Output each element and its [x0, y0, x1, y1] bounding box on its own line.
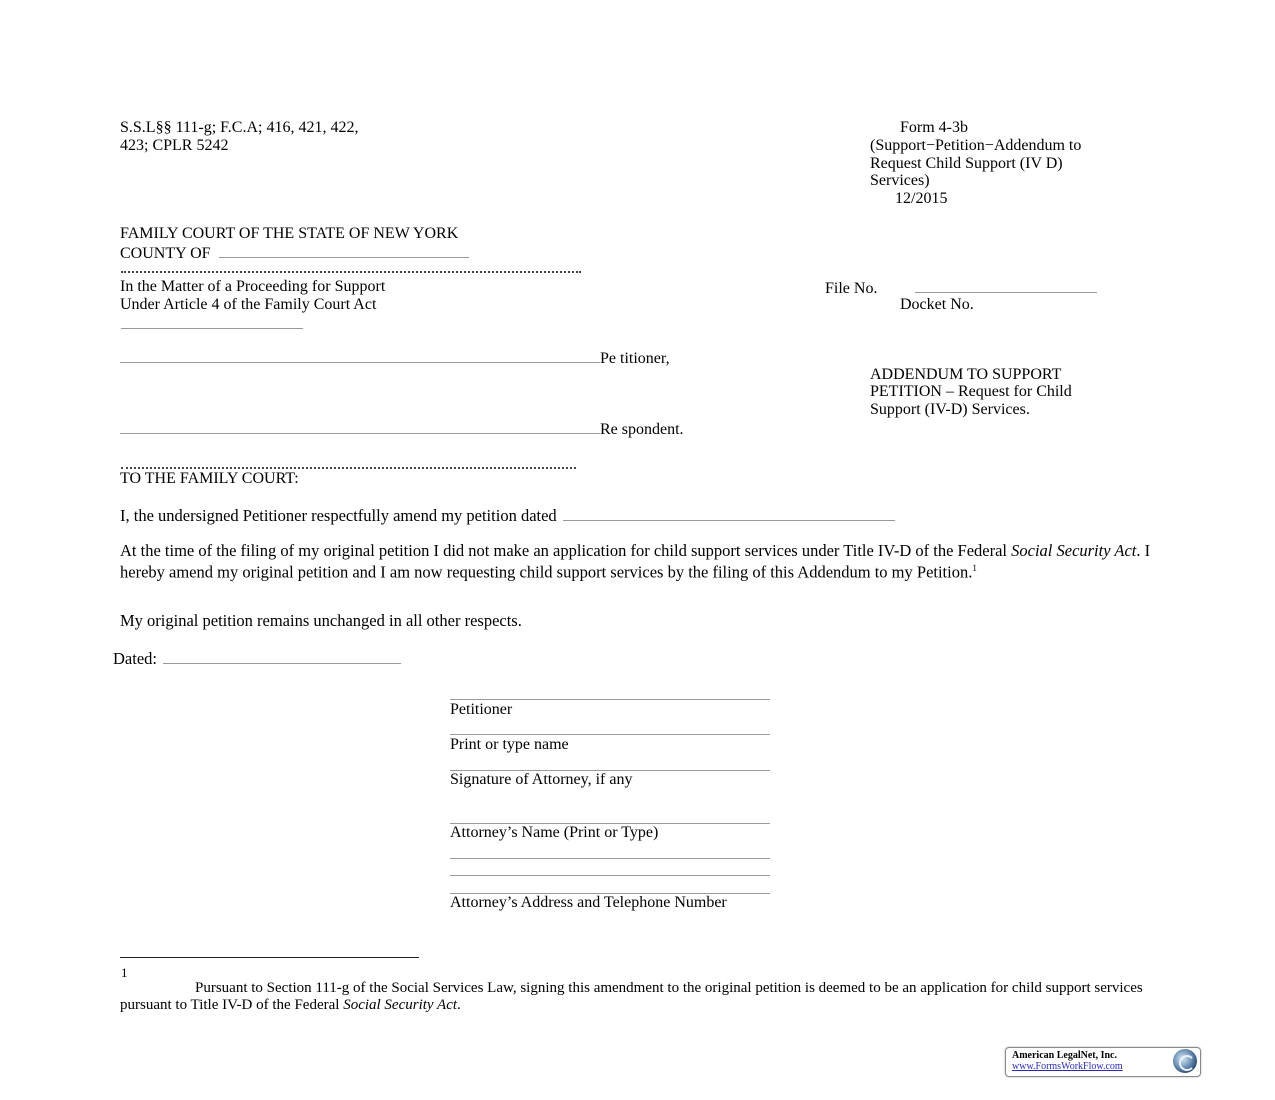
globe-logo-icon [1173, 1049, 1197, 1073]
matter-blank-line [121, 328, 303, 329]
footnote-text-body: Pursuant to Section 111-g of the Social Services Law, signing this amendment to the original petition is deemed to be an application for child support services pursuant to Title IV-D of the Federal [120, 980, 1143, 1013]
statute-reference-line2: 423; CPLR 5242 [120, 137, 229, 154]
file-no-label: File No. [825, 280, 878, 297]
petitioner-label: Pe titioner, [600, 350, 670, 367]
respondent-name-input[interactable] [120, 419, 600, 434]
caption-dotted-divider-top [121, 271, 581, 273]
matter-line2: Under Article 4 of the Family Court Act [120, 296, 377, 313]
form-description-line2: Request Child Support (IV D) [870, 155, 1063, 172]
footnote-text-act: Social Security Act [343, 997, 458, 1013]
dated-label: Dated: [113, 649, 157, 668]
form-description-line1: (Support−Petition−Addendum to [870, 137, 1082, 154]
form-revision-date: 12/2015 [895, 190, 948, 207]
document-title-line3: Support (IV-D) Services. [870, 401, 1030, 418]
american-legalnet-badge[interactable] [1005, 1047, 1201, 1077]
court-title: FAMILY COURT OF THE STATE OF NEW YORK [120, 225, 459, 242]
document-title-line2: PETITION – Request for Child [870, 383, 1072, 400]
county-input[interactable] [219, 243, 469, 258]
footnote-number: 1 [121, 965, 128, 980]
dated-row [113, 649, 401, 668]
branding-url-link[interactable]: www.FormsWorkFlow.com [1012, 1061, 1123, 1072]
form-number: Form 4-3b [900, 119, 968, 136]
paragraph-application-text2: . I hereby amend my original petition and I am now requesting child support services by the filing of this Addendum to my Petition. [120, 541, 1151, 581]
footnote-text-end: . [457, 997, 461, 1013]
docket-no-label: Docket No. [900, 296, 974, 313]
petition-date-input[interactable] [563, 506, 895, 521]
salutation: TO THE FAMILY COURT: [120, 470, 299, 487]
amend-row [120, 506, 895, 525]
footnote-reference[interactable]: 1 [972, 562, 977, 573]
attorney-address-label: Attorney’s Address and Telephone Number [450, 894, 727, 911]
footnote-text [120, 980, 1180, 1014]
attorney-signature-label: Signature of Attorney, if any [450, 771, 633, 788]
attorney-name-label: Attorney’s Name (Print or Type) [450, 824, 659, 841]
print-name-label: Print or type name [450, 736, 569, 753]
footnote-separator [120, 957, 419, 958]
document-title-line1: ADDENDUM TO SUPPORT [870, 366, 1062, 383]
amend-text: I, the undersigned Petitioner respectfully amend my petition dated [120, 506, 557, 525]
respondent-label: Re spondent. [600, 421, 684, 438]
attorney-address-line1[interactable] [450, 858, 770, 859]
file-no-input[interactable] [915, 278, 1097, 293]
dated-input[interactable] [163, 649, 401, 664]
form-description-line3: Services) [870, 172, 930, 189]
county-label: COUNTY OF [120, 245, 211, 262]
petitioner-row [120, 348, 670, 368]
petitioner-signature-label: Petitioner [450, 701, 513, 718]
county-row [120, 243, 469, 263]
petitioner-signature-line[interactable] [450, 699, 770, 700]
print-name-line[interactable] [450, 734, 770, 735]
paragraph-unchanged: My original petition remains unchanged in all other respects. [120, 611, 522, 630]
branding-company: American LegalNet, Inc. [1012, 1050, 1117, 1061]
statute-reference-line1: S.S.L§§ 111-g; F.C.A; 416, 421, 422, [120, 119, 359, 136]
paragraph-application [120, 542, 1180, 581]
petitioner-name-input[interactable] [120, 348, 600, 363]
file-no-row [825, 278, 1097, 298]
paragraph-application-act: Social Security Act [1011, 541, 1137, 560]
matter-line1: In the Matter of a Proceeding for Support [120, 278, 386, 295]
respondent-row [120, 419, 684, 439]
paragraph-application-text1: At the time of the filing of my original petition I did not make an application for child support services under Title IV-D of the Federal [120, 541, 1012, 560]
caption-dotted-divider-bottom [121, 467, 576, 469]
attorney-address-line2[interactable] [450, 875, 770, 876]
